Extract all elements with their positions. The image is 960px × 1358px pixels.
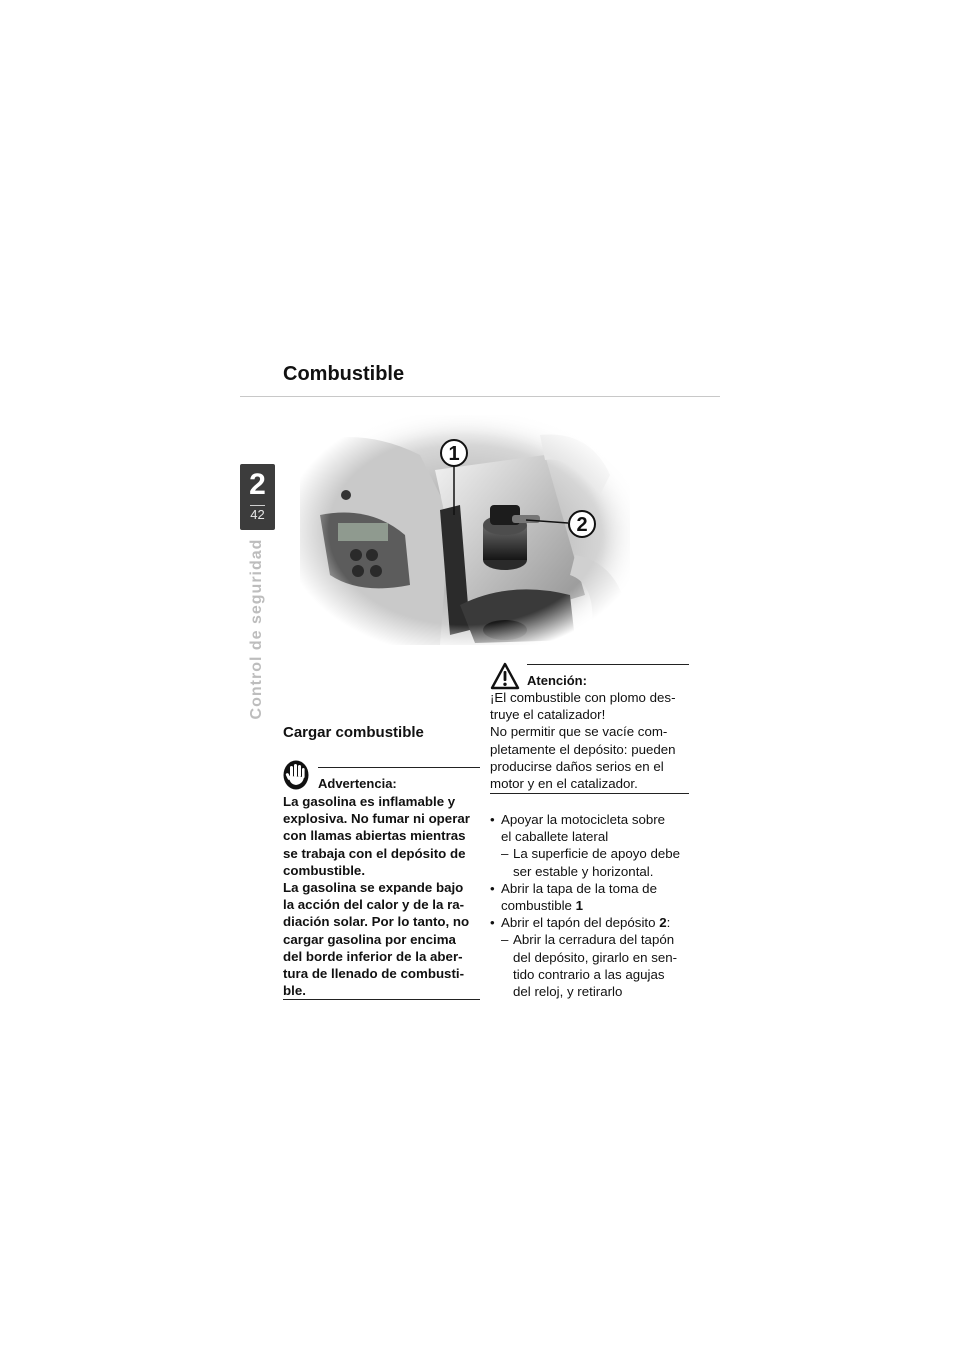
title-divider	[240, 396, 720, 397]
attention-bottom-rule	[490, 793, 689, 794]
warning-line: con llamas abiertas mientras	[283, 828, 466, 844]
step-text: Apoyar la motocicleta sobre	[501, 812, 666, 827]
chapter-number: 2	[249, 468, 266, 501]
callout-1: 1	[448, 443, 460, 465]
warning-line: cargar gasolina por encima	[283, 931, 456, 947]
bullet: •	[490, 812, 495, 827]
attention-line: ¡El combustible con plomo des-	[490, 690, 676, 705]
chapter-divider	[250, 505, 265, 506]
warning-label: Advertencia:	[318, 776, 397, 791]
step-text: del depósito, girarlo en sen-	[513, 949, 678, 965]
attention-line: truye el catalizador!	[490, 707, 606, 723]
warning-line: La gasolina es inflamable y	[283, 794, 456, 809]
bullet: •	[490, 880, 495, 896]
warning-line: La gasolina se expande bajo	[283, 880, 464, 896]
punctuation: :	[666, 915, 671, 931]
step-text: combustible	[501, 898, 572, 914]
step-text-line	[501, 914, 695, 931]
list-item	[490, 811, 695, 845]
warning-text	[283, 793, 483, 999]
stop-hand-icon	[283, 760, 309, 790]
attention-label: Atención:	[527, 673, 587, 688]
list-item	[490, 880, 695, 914]
step-text: tido contrario a las agujas	[513, 966, 665, 982]
warning-line: combustible.	[283, 862, 366, 878]
attention-top-rule	[527, 664, 689, 665]
attention-line: No permitir que se vacíe com-	[490, 724, 668, 740]
reference-number: 1	[575, 898, 584, 914]
list-item	[490, 914, 695, 931]
callout-2: 2	[576, 514, 588, 536]
step-text: el caballete lateral	[501, 829, 609, 845]
step-text-line	[501, 897, 695, 914]
fuel-filler-photo	[300, 415, 630, 645]
warning-line: tura de llenado de combusti-	[283, 966, 465, 982]
warning-line: del borde inferior de la aber-	[283, 948, 463, 964]
step-text: ser estable y horizontal.	[513, 863, 654, 879]
bullet: •	[490, 915, 495, 931]
step-text: Abrir la tapa de la toma de	[501, 880, 657, 896]
page-number: 42	[250, 507, 265, 522]
warning-line: ble.	[283, 983, 306, 999]
warning-line: explosiva. No fumar ni operar	[283, 811, 470, 827]
warning-line: diación solar. Por lo tanto, no	[283, 914, 470, 930]
step-text: La superficie de apoyo debe	[513, 846, 681, 862]
chapter-side-label: Control de seguridad	[248, 538, 265, 720]
step-text: Abrir la cerradura del tapón	[513, 932, 675, 948]
dash: –	[501, 932, 509, 948]
attention-line: producirse daños serios en el	[490, 758, 664, 774]
dash: –	[501, 846, 509, 862]
attention-line: pletamente el depósito: pueden	[490, 741, 676, 757]
reference-number: 2	[659, 915, 667, 931]
subheading-cargar-combustible: Cargar combustible	[283, 724, 424, 741]
attention-line: motor y en el catalizador.	[490, 776, 638, 792]
warning-line: se trabaja con el depósito de	[283, 845, 466, 861]
attention-text	[490, 689, 695, 792]
list-subitem	[490, 845, 695, 879]
warning-bottom-rule	[283, 999, 480, 1000]
procedure-steps	[490, 811, 695, 1000]
warning-line: la acción del calor y de la ra-	[283, 897, 465, 913]
step-text: del reloj, y retirarlo	[513, 984, 623, 1000]
warning-triangle-icon	[490, 662, 520, 690]
step-text: Abrir el tapón del depósito	[501, 915, 656, 931]
list-subitem	[490, 931, 695, 1000]
warning-top-rule	[318, 767, 480, 768]
section-title: Combustible	[283, 363, 405, 385]
